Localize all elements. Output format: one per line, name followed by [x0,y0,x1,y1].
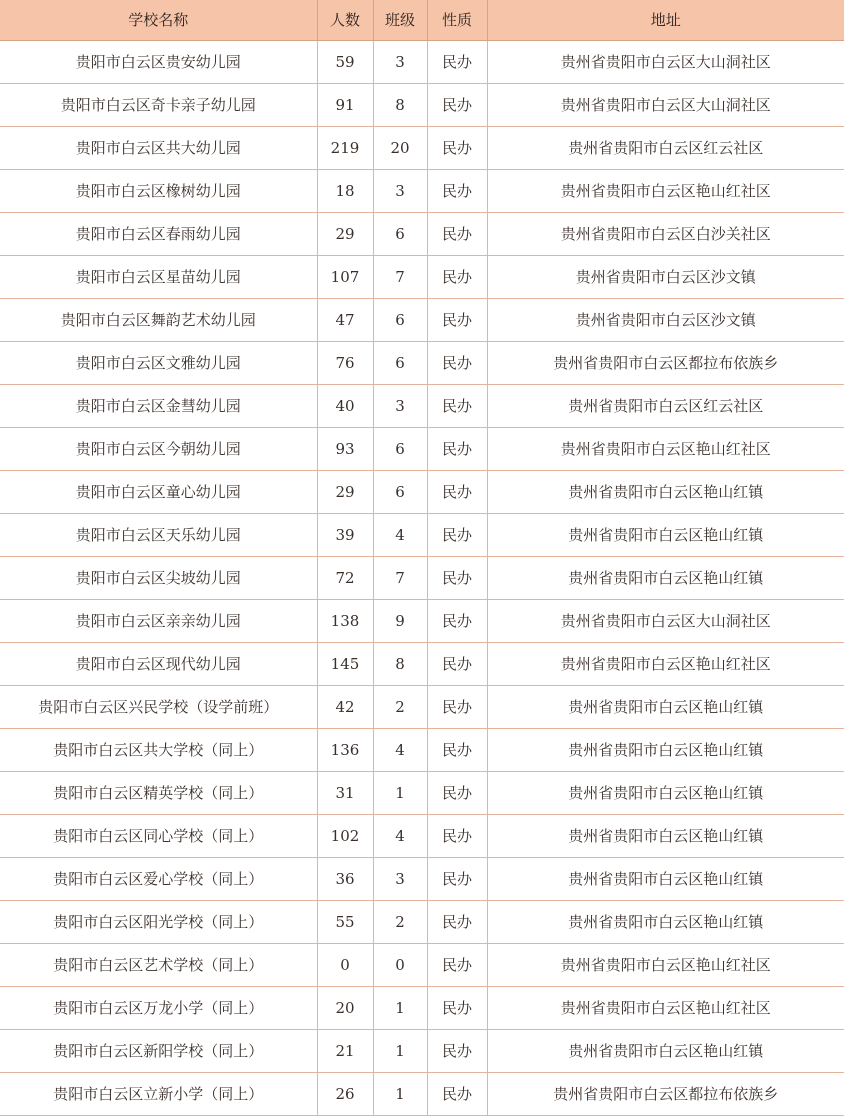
table-row [0,255,844,298]
cell-class-count: 4 [373,814,427,857]
cell-school-type: 民办 [427,857,487,900]
cell-school-name: 贵阳市白云区阳光学校（同上） [0,900,317,943]
cell-student-count: 76 [317,341,373,384]
cell-school-name: 贵阳市白云区贵安幼儿园 [0,40,317,83]
table-row [0,642,844,685]
cell-student-count: 93 [317,427,373,470]
cell-school-type: 民办 [427,1072,487,1115]
cell-class-count: 0 [373,943,427,986]
cell-class-count: 1 [373,986,427,1029]
cell-school-name: 贵阳市白云区共大学校（同上） [0,728,317,771]
cell-student-count: 138 [317,599,373,642]
table-row [0,728,844,771]
cell-class-count: 20 [373,126,427,169]
cell-address: 贵州省贵阳市白云区白沙关社区 [487,212,844,255]
table-row [0,1029,844,1072]
table-row [0,685,844,728]
cell-student-count: 145 [317,642,373,685]
cell-school-name: 贵阳市白云区童心幼儿园 [0,470,317,513]
cell-school-name: 贵阳市白云区文雅幼儿园 [0,341,317,384]
cell-student-count: 40 [317,384,373,427]
cell-class-count: 4 [373,513,427,556]
cell-student-count: 26 [317,1072,373,1115]
cell-class-count: 6 [373,427,427,470]
header-school-type: 性质 [427,0,487,40]
cell-school-type: 民办 [427,599,487,642]
table-row [0,771,844,814]
cell-class-count: 3 [373,857,427,900]
cell-student-count: 42 [317,685,373,728]
cell-class-count: 1 [373,1029,427,1072]
table-row [0,212,844,255]
cell-school-type: 民办 [427,298,487,341]
table-row [0,298,844,341]
cell-address: 贵州省贵阳市白云区艳山红镇 [487,900,844,943]
table-row [0,857,844,900]
cell-address: 贵州省贵阳市白云区都拉布依族乡 [487,1072,844,1115]
cell-address: 贵州省贵阳市白云区艳山红镇 [487,556,844,599]
cell-class-count: 3 [373,384,427,427]
cell-school-name: 贵阳市白云区尖坡幼儿园 [0,556,317,599]
cell-school-name: 贵阳市白云区共大幼儿园 [0,126,317,169]
cell-address: 贵州省贵阳市白云区大山洞社区 [487,40,844,83]
header-school-name: 学校名称 [0,0,317,40]
cell-school-type: 民办 [427,341,487,384]
cell-student-count: 219 [317,126,373,169]
cell-address: 贵州省贵阳市白云区沙文镇 [487,298,844,341]
cell-address: 贵州省贵阳市白云区艳山红镇 [487,814,844,857]
table-row [0,943,844,986]
cell-student-count: 29 [317,470,373,513]
header-address: 地址 [487,0,844,40]
cell-class-count: 7 [373,556,427,599]
cell-school-name: 贵阳市白云区舞韵艺术幼儿园 [0,298,317,341]
table-row [0,126,844,169]
cell-class-count: 2 [373,900,427,943]
cell-student-count: 29 [317,212,373,255]
cell-school-name: 贵阳市白云区春雨幼儿园 [0,212,317,255]
table-row [0,986,844,1029]
cell-school-name: 贵阳市白云区立新小学（同上） [0,1072,317,1115]
table-row [0,814,844,857]
cell-class-count: 3 [373,169,427,212]
cell-class-count: 6 [373,212,427,255]
header-class-count: 班级 [373,0,427,40]
cell-class-count: 7 [373,255,427,298]
cell-address: 贵州省贵阳市白云区艳山红镇 [487,1029,844,1072]
cell-student-count: 55 [317,900,373,943]
cell-school-type: 民办 [427,83,487,126]
cell-address: 贵州省贵阳市白云区艳山红社区 [487,642,844,685]
cell-school-name: 贵阳市白云区天乐幼儿园 [0,513,317,556]
cell-school-type: 民办 [427,556,487,599]
table-body [0,40,844,1115]
cell-address: 贵州省贵阳市白云区艳山红社区 [487,943,844,986]
cell-student-count: 59 [317,40,373,83]
cell-school-name: 贵阳市白云区同心学校（同上） [0,814,317,857]
cell-student-count: 20 [317,986,373,1029]
table-row [0,556,844,599]
cell-student-count: 107 [317,255,373,298]
cell-school-type: 民办 [427,943,487,986]
cell-school-type: 民办 [427,40,487,83]
cell-student-count: 136 [317,728,373,771]
cell-address: 贵州省贵阳市白云区艳山红镇 [487,771,844,814]
cell-school-type: 民办 [427,728,487,771]
cell-class-count: 6 [373,341,427,384]
cell-address: 贵州省贵阳市白云区艳山红镇 [487,470,844,513]
cell-school-name: 贵阳市白云区今朝幼儿园 [0,427,317,470]
cell-school-name: 贵阳市白云区星苗幼儿园 [0,255,317,298]
cell-class-count: 3 [373,40,427,83]
cell-student-count: 47 [317,298,373,341]
cell-student-count: 72 [317,556,373,599]
table-row [0,427,844,470]
cell-school-name: 贵阳市白云区亲亲幼儿园 [0,599,317,642]
cell-school-type: 民办 [427,126,487,169]
cell-school-type: 民办 [427,642,487,685]
cell-class-count: 9 [373,599,427,642]
cell-school-name: 贵阳市白云区精英学校（同上） [0,771,317,814]
cell-school-name: 贵阳市白云区橡树幼儿园 [0,169,317,212]
cell-address: 贵州省贵阳市白云区艳山红镇 [487,685,844,728]
table-row [0,513,844,556]
cell-address: 贵州省贵阳市白云区红云社区 [487,126,844,169]
cell-address: 贵州省贵阳市白云区都拉布依族乡 [487,341,844,384]
table-row [0,900,844,943]
cell-class-count: 6 [373,470,427,513]
cell-school-type: 民办 [427,384,487,427]
cell-school-name: 贵阳市白云区万龙小学（同上） [0,986,317,1029]
header-student-count: 人数 [317,0,373,40]
cell-school-name: 贵阳市白云区艺术学校（同上） [0,943,317,986]
cell-address: 贵州省贵阳市白云区大山洞社区 [487,83,844,126]
cell-student-count: 102 [317,814,373,857]
cell-address: 贵州省贵阳市白云区大山洞社区 [487,599,844,642]
cell-class-count: 2 [373,685,427,728]
cell-school-type: 民办 [427,771,487,814]
cell-school-type: 民办 [427,255,487,298]
cell-student-count: 0 [317,943,373,986]
cell-school-type: 民办 [427,470,487,513]
cell-address: 贵州省贵阳市白云区艳山红镇 [487,513,844,556]
cell-student-count: 91 [317,83,373,126]
table-row [0,1072,844,1115]
cell-school-type: 民办 [427,427,487,470]
header-row [0,0,844,40]
cell-address: 贵州省贵阳市白云区艳山红社区 [487,169,844,212]
table-row [0,384,844,427]
table-header [0,0,844,40]
table-row [0,40,844,83]
cell-school-name: 贵阳市白云区现代幼儿园 [0,642,317,685]
cell-class-count: 8 [373,642,427,685]
cell-address: 贵州省贵阳市白云区红云社区 [487,384,844,427]
cell-school-type: 民办 [427,685,487,728]
cell-address: 贵州省贵阳市白云区艳山红镇 [487,857,844,900]
table-row [0,169,844,212]
cell-school-name: 贵阳市白云区新阳学校（同上） [0,1029,317,1072]
cell-student-count: 39 [317,513,373,556]
cell-address: 贵州省贵阳市白云区艳山红镇 [487,728,844,771]
cell-student-count: 21 [317,1029,373,1072]
cell-school-type: 民办 [427,1029,487,1072]
table-row [0,83,844,126]
cell-school-name: 贵阳市白云区奇卡亲子幼儿园 [0,83,317,126]
cell-school-name: 贵阳市白云区兴民学校（设学前班） [0,685,317,728]
cell-school-name: 贵阳市白云区金彗幼儿园 [0,384,317,427]
cell-school-type: 民办 [427,814,487,857]
cell-class-count: 1 [373,1072,427,1115]
cell-school-type: 民办 [427,986,487,1029]
cell-class-count: 6 [373,298,427,341]
cell-school-name: 贵阳市白云区爱心学校（同上） [0,857,317,900]
cell-student-count: 36 [317,857,373,900]
cell-school-type: 民办 [427,513,487,556]
cell-class-count: 1 [373,771,427,814]
cell-address: 贵州省贵阳市白云区沙文镇 [487,255,844,298]
table-row [0,470,844,513]
cell-student-count: 31 [317,771,373,814]
cell-school-type: 民办 [427,900,487,943]
cell-school-type: 民办 [427,169,487,212]
cell-address: 贵州省贵阳市白云区艳山红社区 [487,986,844,1029]
cell-class-count: 4 [373,728,427,771]
cell-class-count: 8 [373,83,427,126]
cell-school-type: 民办 [427,212,487,255]
cell-student-count: 18 [317,169,373,212]
table-row [0,341,844,384]
cell-address: 贵州省贵阳市白云区艳山红社区 [487,427,844,470]
table-row [0,599,844,642]
